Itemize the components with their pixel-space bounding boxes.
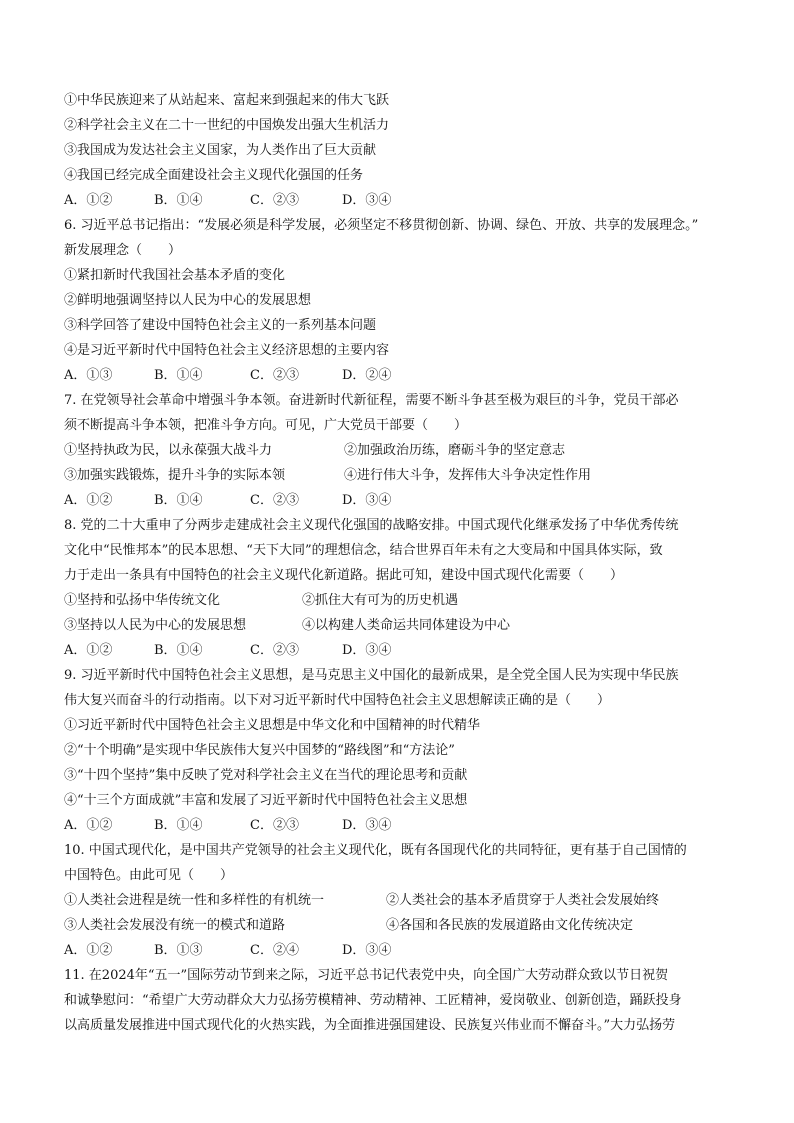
question-8 <box>64 513 734 663</box>
q5-option-c[interactable]: C．②③ <box>250 193 299 208</box>
q9-option-c[interactable]: C．②③ <box>250 818 299 833</box>
q9-option-a[interactable]: A．①② <box>64 818 113 833</box>
q8-option-b[interactable]: B．①④ <box>154 643 203 658</box>
question-5 <box>64 88 734 213</box>
q6-option-d[interactable]: D．②④ <box>342 368 392 383</box>
q10-options <box>64 938 734 963</box>
q8-option-c[interactable]: C．②③ <box>250 643 299 658</box>
q11-stem-3: 以高质量发展推进中国式现代化的火热实践，为全面推进强国建设、民族复兴伟业而不懈奋斗。”大力弘扬劳 <box>64 1018 676 1033</box>
q8-stem-1: 8. 党的二十大重申了分两步走建成社会主义现代化强国的战略安排。中国式现代化继承发扬了中华优秀传统 <box>64 518 679 533</box>
q11-stem-1: 11. 在2024年“五一”国际劳动节到来之际，习近平总书记代表党中央，向全国广大劳动群众致以节日祝贺 <box>64 968 669 983</box>
q8-item-4: ④以构建人类命运共同体建设为中心 <box>302 618 511 633</box>
q9-item-2: ②“十个明确”是实现中华民族伟大复兴中国梦的“路线图”和“方法论” <box>64 743 455 758</box>
q8-item-1: ①坚持和弘扬中华传统文化 <box>64 593 221 608</box>
q7-items-row-2 <box>64 463 734 488</box>
q8-option-d[interactable]: D．③④ <box>342 643 392 658</box>
q7-item-4: ④进行伟大斗争，发挥伟大斗争决定性作用 <box>344 468 592 483</box>
q5-option-d[interactable]: D．③④ <box>342 193 392 208</box>
q9-option-d[interactable]: D．③④ <box>342 818 392 833</box>
q10-items-row-2 <box>64 913 734 938</box>
q10-option-c[interactable]: C．②④ <box>250 943 299 958</box>
q8-item-3: ③坚持以人民为中心的发展思想 <box>64 618 247 633</box>
q7-stem-2: 须不断提高斗争本领，把准斗争方向。可见，广大党员干部要（ ） <box>64 418 468 433</box>
question-9 <box>64 663 734 838</box>
q8-items-row-1 <box>64 588 734 613</box>
q5-option-b[interactable]: B．①④ <box>154 193 203 208</box>
q6-option-c[interactable]: C．②③ <box>250 368 299 383</box>
q7-option-c[interactable]: C．②③ <box>250 493 299 508</box>
q7-options <box>64 488 734 513</box>
q5-item-1: ①中华民族迎来了从站起来、富起来到强起来的伟大飞跃 <box>64 93 390 108</box>
q10-stem-1: 10. 中国式现代化，是中国共产党领导的社会主义现代化，既有各国现代化的共同特征，更有基于自己国情的 <box>64 843 687 858</box>
question-10 <box>64 838 734 963</box>
q10-option-d[interactable]: D．③④ <box>342 943 392 958</box>
q8-stem-3: 力于走出一条具有中国特色的社会主义现代化新道路。据此可知，建设中国式现代化需要（ ） <box>64 568 624 583</box>
q10-option-b[interactable]: B．①③ <box>154 943 203 958</box>
q8-items-row-2 <box>64 613 734 638</box>
q7-items-row-1 <box>64 438 734 463</box>
q7-stem-1: 7. 在党领导社会革命中增强斗争本领。奋进新时代新征程，需要不断斗争甚至极为艰巨的斗争，党员干部必 <box>64 393 679 408</box>
q6-item-1: ①紧扣新时代我国社会基本矛盾的变化 <box>64 268 286 283</box>
q5-item-3: ③我国成为发达社会主义国家，为人类作出了巨大贡献 <box>64 143 377 158</box>
q10-option-a[interactable]: A．①② <box>64 943 113 958</box>
q9-item-1: ①习近平新时代中国特色社会主义思想是中华文化和中国精神的时代精华 <box>64 718 481 733</box>
q8-options <box>64 638 734 663</box>
q6-option-b[interactable]: B．①④ <box>154 368 203 383</box>
q5-option-a[interactable]: A．①② <box>64 193 113 208</box>
q8-stem-2: 文化中“民惟邦本”的民本思想、“天下大同”的理想信念，结合世界百年未有之大变局和中国具体实际，致 <box>64 543 663 558</box>
q9-item-3: ③“十四个坚持”集中反映了党对科学社会主义在当代的理论思考和贡献 <box>64 768 468 783</box>
q8-option-a[interactable]: A．①② <box>64 643 113 658</box>
q6-stem-1: 6. 习近平总书记指出：“发展必须是科学发展，必须坚定不移贯彻创新、协调、绿色、开放、共享的发展理念。” <box>64 218 699 233</box>
q9-stem-1: 9. 习近平新时代中国特色社会主义思想，是马克思主义中国化的最新成果，是全党全国人民为实现中华民族 <box>64 668 679 683</box>
q9-stem-2: 伟大复兴而奋斗的行动指南。以下对习近平新时代中国特色社会主义思想解读正确的是（ ） <box>64 693 611 708</box>
q9-item-4: ④“十三个方面成就”丰富和发展了习近平新时代中国特色社会主义思想 <box>64 793 468 808</box>
question-6 <box>64 213 734 388</box>
q10-item-3: ③人类社会发展没有统一的模式和道路 <box>64 918 286 933</box>
q7-item-1: ①坚持执政为民，以永葆强大战斗力 <box>64 443 273 458</box>
q7-option-b[interactable]: B．①④ <box>154 493 203 508</box>
q6-item-3: ③科学回答了建设中国特色社会主义的一系列基本问题 <box>64 318 377 333</box>
q7-item-2: ②加强政治历练，磨砺斗争的坚定意志 <box>344 443 566 458</box>
q10-items-row-1 <box>64 888 734 913</box>
question-7 <box>64 388 734 513</box>
q6-item-4: ④是习近平新时代中国特色社会主义经济思想的主要内容 <box>64 343 390 358</box>
q6-options <box>64 363 734 388</box>
q7-option-d[interactable]: D．③④ <box>342 493 392 508</box>
q10-item-1: ①人类社会进程是统一性和多样性的有机统一 <box>64 893 325 908</box>
q10-item-2: ②人类社会的基本矛盾贯穿于人类社会发展始终 <box>386 893 660 908</box>
q10-item-4: ④各国和各民族的发展道路由文化传统决定 <box>386 918 634 933</box>
q9-option-b[interactable]: B．①④ <box>154 818 203 833</box>
question-11 <box>64 963 734 1038</box>
q11-stem-2: 和诚挚慰问：“希望广大劳动群众大力弘扬劳模精神、劳动精神、工匠精神，爱岗敬业、创新创造，踊跃投身 <box>64 993 682 1008</box>
q7-option-a[interactable]: A．①② <box>64 493 113 508</box>
q9-options <box>64 813 734 838</box>
q5-options <box>64 188 734 213</box>
q7-item-3: ③加强实践锻炼，提升斗争的实际本领 <box>64 468 286 483</box>
q5-item-4: ④我国已经完成全面建设社会主义现代化强国的任务 <box>64 168 364 183</box>
q5-item-2: ②科学社会主义在二十一世纪的中国焕发出强大生机活力 <box>64 118 390 133</box>
q10-stem-2: 中国特色。由此可见（ ） <box>64 868 234 883</box>
q6-item-2: ②鲜明地强调坚持以人民为中心的发展思想 <box>64 293 312 308</box>
q6-stem-2: 新发展理念（ ） <box>64 243 182 258</box>
q6-option-a[interactable]: A．①③ <box>64 368 113 383</box>
q8-item-2: ②抓住大有可为的历史机遇 <box>302 593 459 608</box>
